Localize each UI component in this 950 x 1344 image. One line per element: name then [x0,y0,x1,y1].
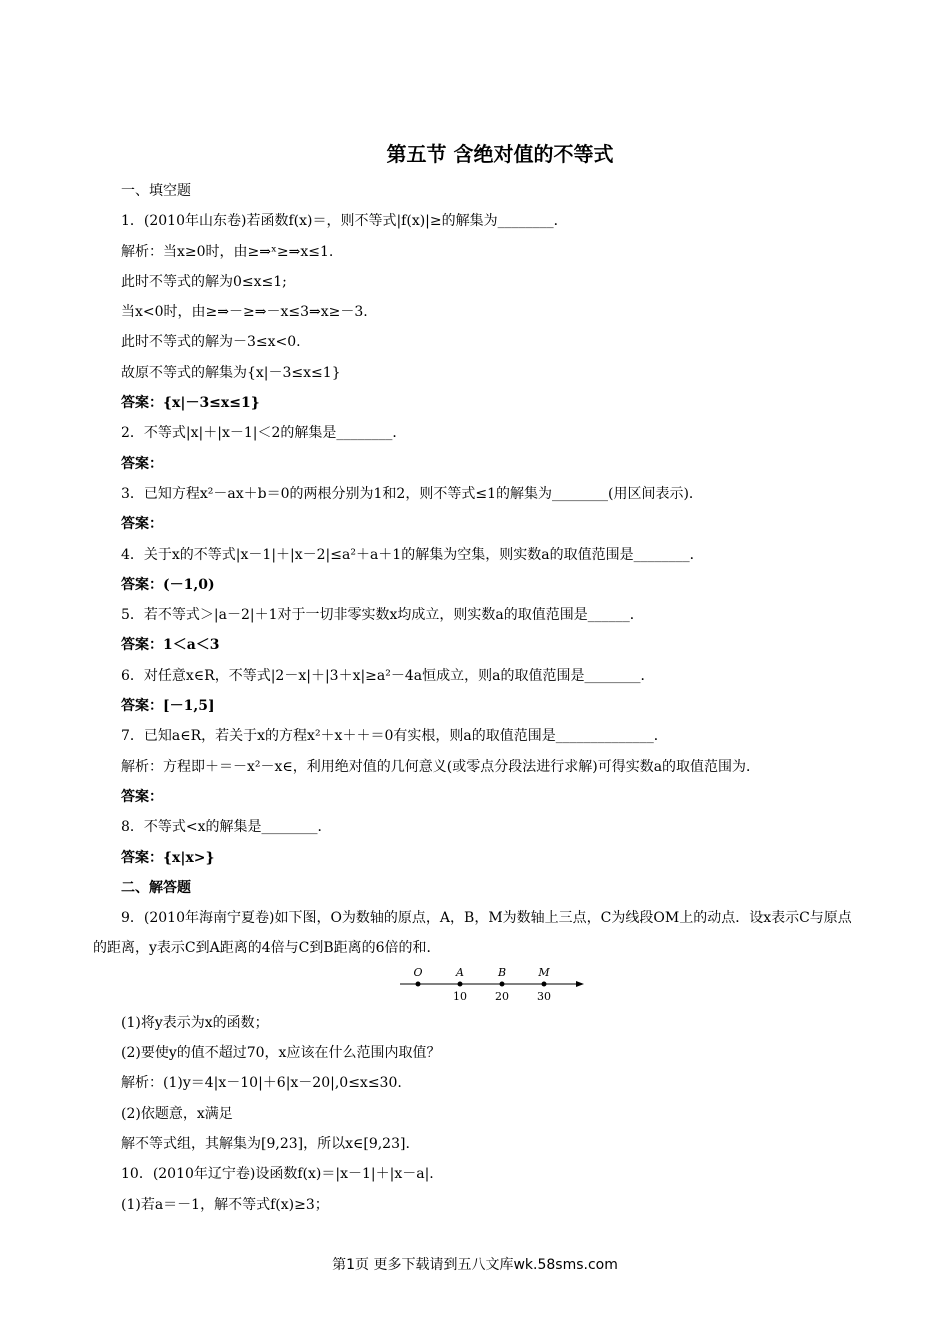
question-10: 10．(2010年辽宁卷)设函数f(x)＝|x－1|＋|x－a|. [121,1166,434,1183]
solution-1-line-2: 此时不等式的解为0≤x≤1; [121,273,287,290]
question-2: 2．不等式|x|＋|x－1|＜2的解集是________． [121,425,407,442]
tick-30: 30 [537,989,551,1003]
solution-1-line-1: 解析：当x≥0时，由≥⇒ˣ≥⇒x≤1. [121,243,334,260]
tick-20: 20 [495,989,509,1003]
document-body [93,176,863,1220]
question-6: 6．对任意x∈R，不等式|2－x|＋|3＋x|≥a²－4a恒成立，则a的取值范围是________． [121,667,655,684]
answer-8: 答案：{x|x>} [121,849,215,866]
answer-6: 答案：[－1,5] [121,698,215,715]
solution-9-line-2: (2)依题意，x满足 [121,1105,233,1122]
question-8: 8．不等式<x的解集是________． [121,819,332,836]
page-title: 第五节 含绝对值的不等式 [386,142,614,166]
solution-1-line-4: 此时不等式的解为－3≤x<0. [121,334,301,351]
question-9: 9．(2010年海南宁夏卷)如下图，O为数轴的原点，A，B，M为数轴上三点，C为线段OM上的动点．设x表示C与原点的距离，y表示C到A距离的4倍与C到B距离的6倍的和． [93,910,852,957]
section-heading-answers: 二、解答题 [121,879,191,896]
question-9-part-1: (1)将y表示为x的函数； [121,1014,269,1031]
point-b [500,981,505,986]
number-line-arrow [576,981,584,987]
question-10-part-1: (1)若a＝－1，解不等式f(x)≥3； [121,1196,329,1213]
solution-9-line-3: 解不等式组，其解集为[9,23]，所以x∈[9,23]. [121,1135,410,1152]
solution-7: 解析：方程即＋＝－x²－x∈，利用绝对值的几何意义(或零点分段法进行求解)可得实数a的取值范围为． [121,758,761,775]
question-4: 4．关于x的不等式|x－1|＋|x－2|≤a²＋a＋1的解集为空集，则实数a的取值范围是________． [121,546,704,563]
question-7: 7．已知a∈R，若关于x的方程x²＋x＋＋＝0有实根，则a的取值范围是______________． [121,728,668,745]
tick-10: 10 [453,989,467,1003]
label-o: O [413,965,423,979]
solution-9-line-1: 解析：(1)y＝4|x－10|＋6|x－20|,0≤x≤30. [121,1075,402,1092]
answer-4: 答案：(－1,0) [121,576,215,593]
answer-5: 答案：1＜a＜3 [121,637,220,654]
page-footer: 第1页 更多下载请到五八文库wk.58sms.com [332,1257,618,1273]
question-3: 3．已知方程x²－ax＋b＝0的两根分别为1和2，则不等式≤1的解集为________(用区间表示)． [121,485,703,502]
answer-1: 答案：{x|－3≤x≤1} [121,395,260,412]
point-a [458,981,463,986]
point-m [542,981,547,986]
question-1: 1．(2010年山东卷)若函数f(x)＝，则不等式|f(x)|≥的解集为________． [121,213,568,230]
label-m: M [538,965,550,979]
section-heading-fill-in: 一、填空题 [121,183,191,199]
answer-3: 答案： [121,516,163,533]
answer-7: 答案： [121,788,163,805]
answer-2: 答案： [121,455,163,472]
label-b: B [497,965,507,979]
solution-1-line-5: 故原不等式的解集为{x|－3≤x≤1} [121,364,341,381]
label-a: A [456,965,464,979]
point-o [416,981,421,986]
question-9-part-2: (2)要使y的值不超过70，x应该在什么范围内取值？ [121,1045,441,1062]
question-5: 5．若不等式＞|a－2|＋1对于一切非零实数x均成立，则实数a的取值范围是______． [121,607,644,624]
solution-1-line-3: 当x<0时，由≥⇒－≥⇒－x≤3⇒x≥－3. [121,304,368,321]
number-line-figure [93,964,863,1008]
